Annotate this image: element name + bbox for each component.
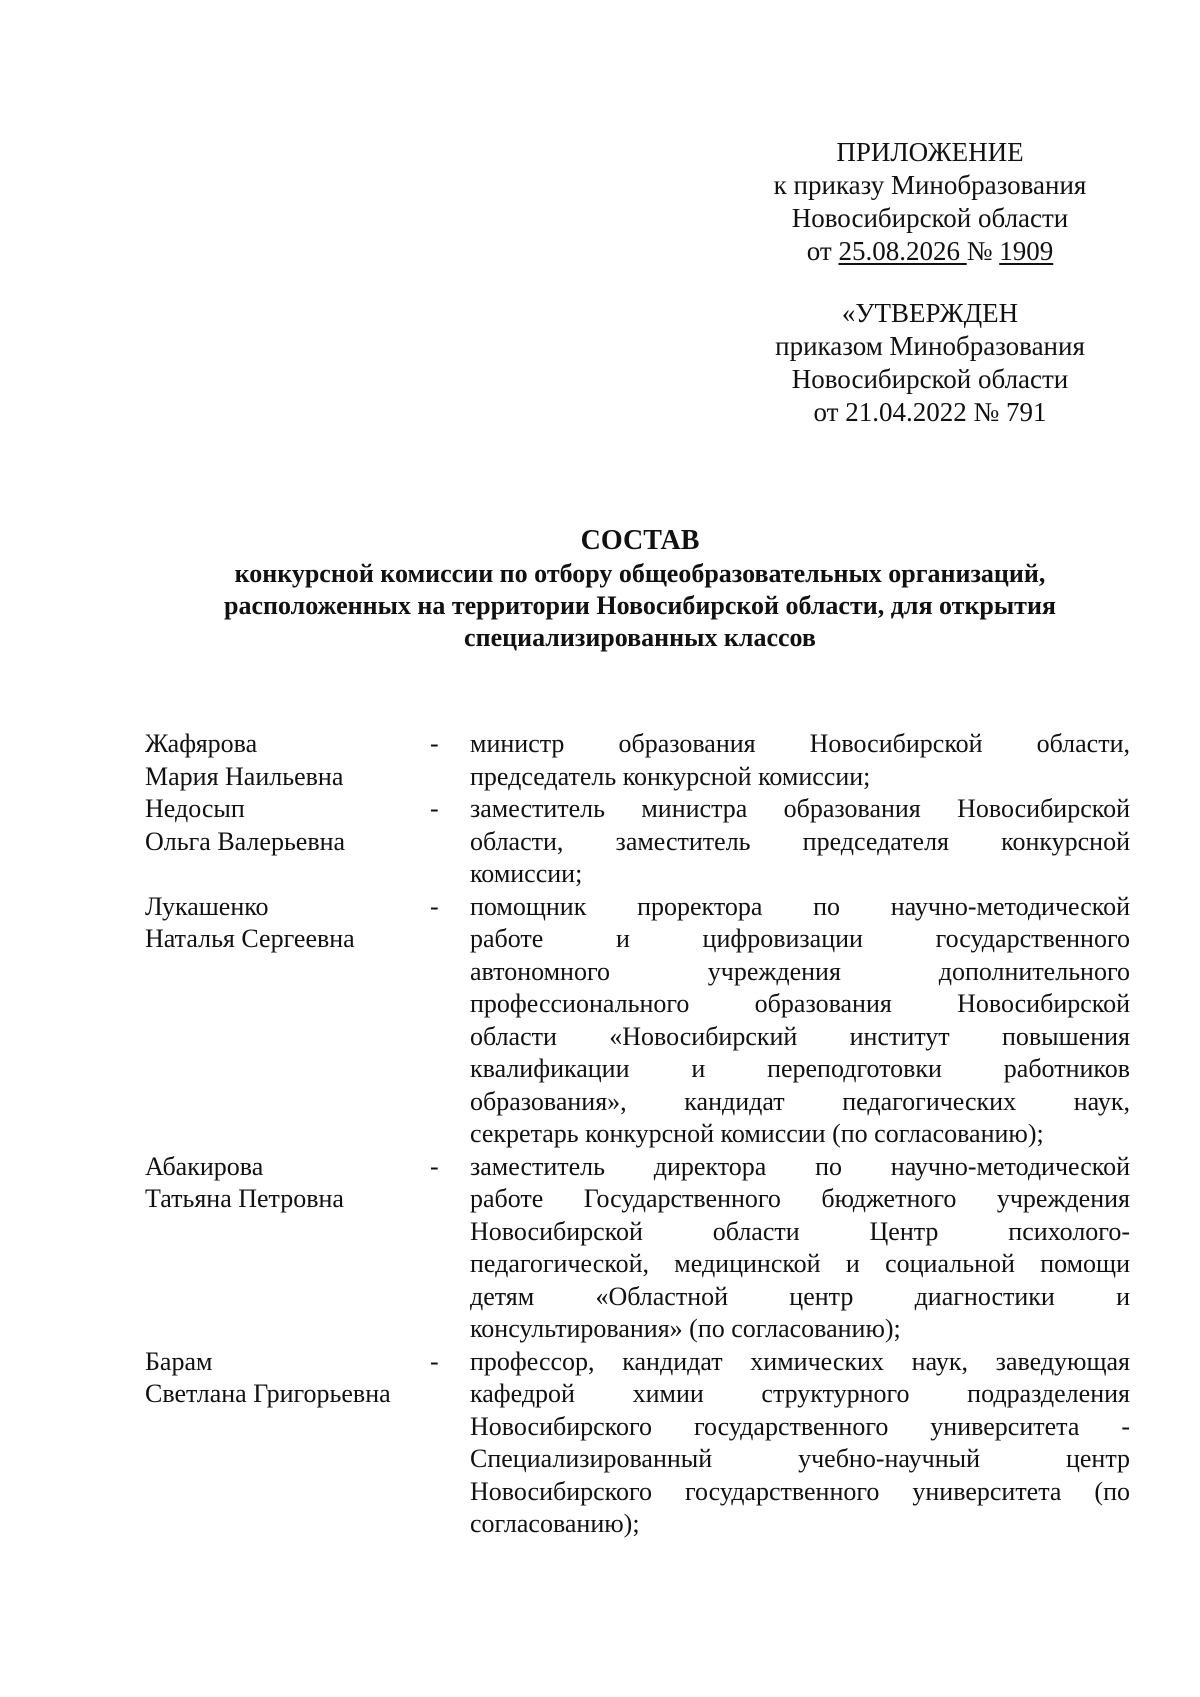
member-role-line: Новосибирского государственного университета (по bbox=[470, 1476, 1130, 1506]
member-role-line: министр образования Новосибирской области, bbox=[470, 729, 1130, 758]
appendix-date: 25.08.2026 bbox=[838, 236, 960, 266]
member-row bbox=[145, 891, 1130, 1151]
approval-title: «УТВЕРЖДЕН bbox=[841, 298, 1019, 328]
appendix-region: Новосибирской области bbox=[791, 203, 1069, 233]
member-role-line: комиссии; bbox=[470, 859, 583, 888]
member-role-line: заместитель директора по научно-методической bbox=[470, 1151, 1130, 1181]
member-role bbox=[470, 1151, 1130, 1346]
appendix-date-line bbox=[740, 235, 1120, 268]
member-role-line: области, заместитель председателя конкурсной bbox=[470, 826, 1130, 856]
title-line: конкурсной комиссии по отбору общеобразовательных организаций, bbox=[234, 559, 1046, 588]
member-row bbox=[145, 793, 1130, 891]
member-role-line: Новосибирской области Центр психолого- bbox=[470, 1216, 1130, 1246]
member-surname: Жафярова bbox=[145, 729, 258, 758]
member-name bbox=[145, 1346, 430, 1411]
member-surname: Абакирова bbox=[145, 1151, 264, 1181]
member-given-names: Ольга Валерьевна bbox=[145, 826, 346, 856]
member-role-line: педагогической, медицинской и социальной помощи bbox=[470, 1249, 1130, 1278]
member-role-line: председатель конкурсной комиссии; bbox=[470, 761, 871, 791]
member-surname: Лукашенко bbox=[145, 891, 269, 921]
member-given-names: Светлана Григорьевна bbox=[145, 1379, 391, 1408]
member-role-line: профессионального образования Новосибирской bbox=[470, 989, 1130, 1018]
member-role-line: заместитель министра образования Новосибирской bbox=[470, 794, 1130, 823]
member-role bbox=[470, 1346, 1130, 1541]
member-row bbox=[145, 728, 1130, 793]
title-line: расположенных на территории Новосибирской области, для открытия bbox=[223, 591, 1056, 620]
member-given-names: Наталья Сергеевна bbox=[145, 924, 355, 953]
member-given-names: Мария Наильевна bbox=[145, 761, 344, 791]
member-role-line: автономного учреждения дополнительного bbox=[470, 956, 1130, 986]
member-role-line: секретарь конкурсной комиссии (по согласованию); bbox=[470, 1119, 1044, 1148]
member-role-line: образования», кандидат педагогических наук, bbox=[470, 1086, 1130, 1116]
appendix-number: 1909 bbox=[999, 236, 1054, 266]
member-dash: - bbox=[430, 1151, 439, 1181]
approval-block bbox=[740, 297, 1120, 429]
title-heading: СОСТАВ bbox=[580, 525, 700, 556]
approval-order-ref: приказом Минобразования bbox=[775, 331, 1085, 361]
member-role-line: Специализированный учебно-научный центр bbox=[470, 1444, 1130, 1473]
member-row bbox=[145, 1151, 1130, 1346]
appendix-block bbox=[740, 136, 1120, 268]
appendix-title: ПРИЛОЖЕНИЕ bbox=[836, 137, 1024, 167]
approval-date-line: от 21.04.2022 № 791 bbox=[813, 397, 1047, 427]
member-role bbox=[470, 793, 1130, 891]
member-surname: Недосып bbox=[145, 794, 245, 823]
member-role bbox=[470, 728, 1130, 793]
approval-region: Новосибирской области bbox=[791, 364, 1069, 394]
member-dash: - bbox=[430, 891, 439, 921]
appendix-date-prefix: от bbox=[806, 236, 832, 266]
member-name bbox=[145, 793, 430, 858]
member-role-line: помощник проректора по научно-методической bbox=[470, 891, 1130, 921]
member-surname: Барам bbox=[145, 1346, 213, 1376]
member-role-line: работе Государственного бюджетного учреждения bbox=[470, 1184, 1130, 1213]
member-dash: - bbox=[430, 729, 439, 758]
member-role-line: области «Новосибирский институт повышения bbox=[470, 1021, 1130, 1051]
members-list bbox=[145, 728, 1130, 1541]
title-line: специализированных классов bbox=[464, 623, 816, 652]
member-dash: - bbox=[430, 1346, 439, 1376]
member-name bbox=[145, 891, 430, 956]
member-row bbox=[145, 1346, 1130, 1541]
member-role-line: консультирования» (по согласованию); bbox=[470, 1314, 901, 1343]
member-role-line: согласованию); bbox=[470, 1509, 640, 1538]
member-role-line: детям «Областной центр диагностики и bbox=[470, 1281, 1130, 1311]
member-name bbox=[145, 728, 430, 793]
document-title bbox=[150, 524, 1130, 654]
member-role-line: кафедрой химии структурного подразделения bbox=[470, 1379, 1130, 1408]
member-role-line: профессор, кандидат химических наук, заведующая bbox=[470, 1346, 1130, 1376]
member-name bbox=[145, 1151, 430, 1216]
appendix-number-sign: № bbox=[966, 236, 993, 266]
member-role-line: квалификации и переподготовки работников bbox=[470, 1054, 1130, 1083]
member-dash: - bbox=[430, 794, 439, 823]
member-role-line: Новосибирского государственного университета - bbox=[470, 1411, 1130, 1441]
member-role-line: работе и цифровизации государственного bbox=[470, 924, 1130, 953]
member-given-names: Татьяна Петровна bbox=[145, 1184, 344, 1213]
appendix-order-ref: к приказу Минобразования bbox=[773, 170, 1087, 200]
member-role bbox=[470, 891, 1130, 1151]
